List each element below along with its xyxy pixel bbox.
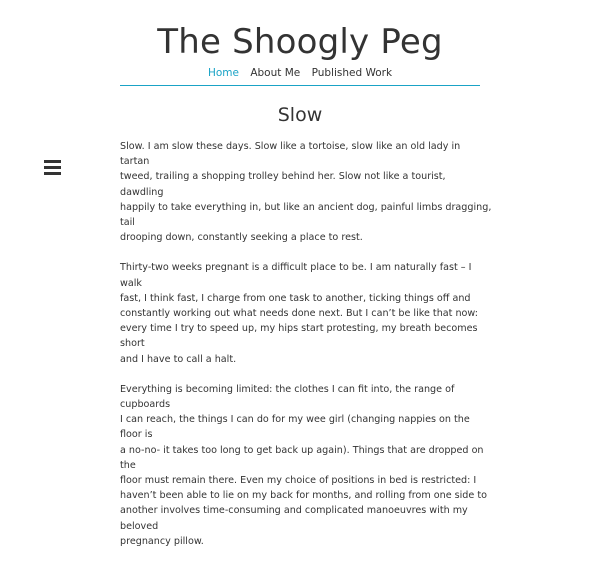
site-title[interactable]: The Shoogly Peg — [157, 22, 443, 62]
nav-item-about-me[interactable]: About Me — [250, 67, 301, 79]
menu-bar — [44, 166, 61, 169]
post-paragraph: Slow. I am slow these days. Slow like a tortoise, slow like an old lady in tartan tweed, trailing a shopping trolley behind her. Slow not like a tourist, dawdling happily to take everything in, but like an ancient dog, painful limbs dragging, tail drooping down, constantly seeking a place to rest. — [120, 141, 492, 244]
post-content — [120, 139, 492, 564]
main-nav — [0, 66, 600, 80]
nav-divider — [120, 85, 480, 86]
post-paragraph: Everything is becoming limited: the clothes I can fit into, the range of cupboards I can reach, the things I can do for my wee girl (changing nappies on the floor is a no-no- it takes too long to get back up again). Things that are dropped on the floor must remain there. Even my choice of positions in bed is restricted: I haven’t been able to lie on my back for months, and rolling from one side to another involves time-consuming and complicated manoeuvres with my beloved pregnancy pillow. — [120, 383, 487, 547]
hamburger-menu-icon[interactable] — [44, 160, 62, 176]
post-title: Slow — [277, 104, 323, 126]
post-paragraph: Thirty-two weeks pregnant is a difficult place to be. I am naturally fast – I walk fast, I think fast, I charge from one task to another, ticking things off and constantly working out what needs done next. But I can’t be like that now: every time I try to speed up, my hips start protesting, my breath becomes short and I have to call a halt. — [120, 262, 478, 365]
menu-bar — [44, 160, 61, 163]
menu-bar — [44, 172, 61, 175]
nav-item-published-work[interactable]: Published Work — [311, 67, 393, 79]
nav-item-home[interactable]: Home — [207, 67, 239, 79]
